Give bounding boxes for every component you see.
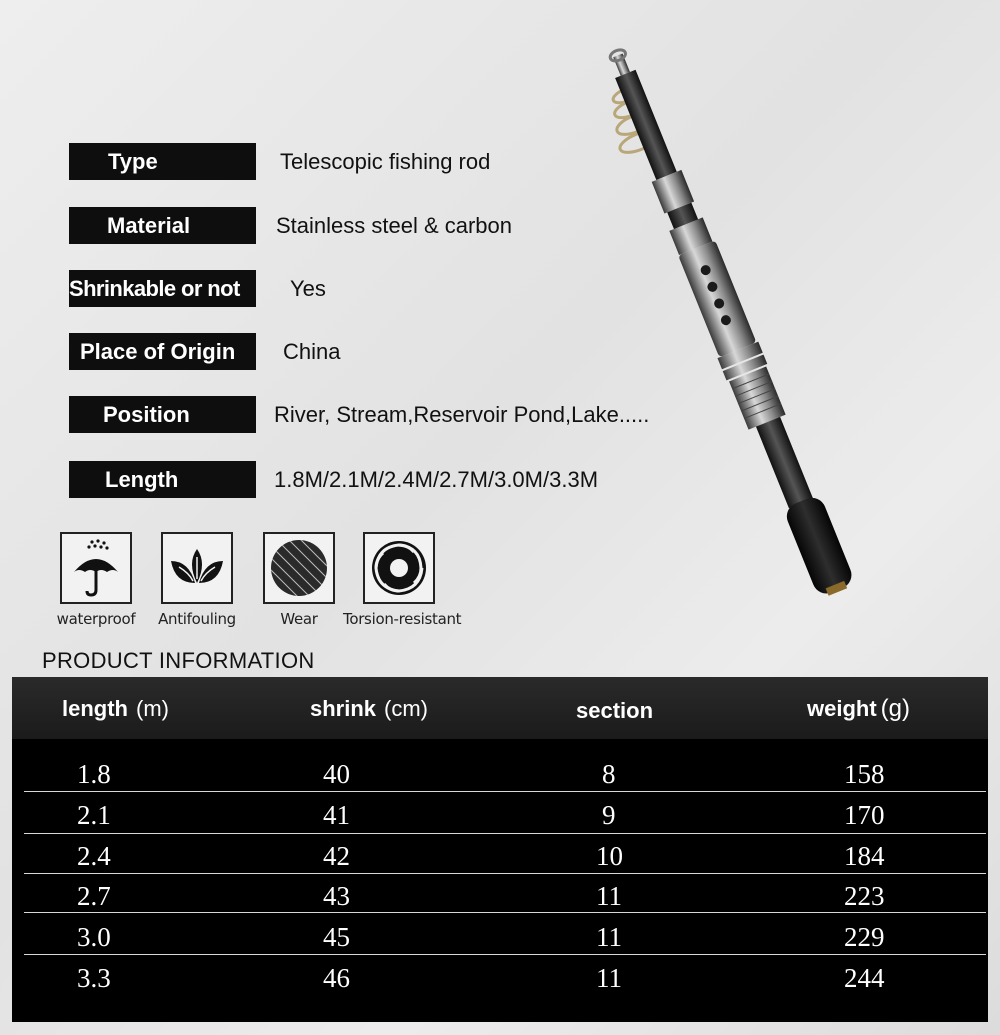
cell-weight: 158: [844, 759, 885, 789]
cell-section: 11: [596, 881, 622, 911]
header-shrink: shrink (cm): [310, 696, 429, 721]
cell-weight: 184: [844, 841, 885, 871]
cell-section: 8: [602, 759, 616, 789]
cell-shrink: 46: [323, 963, 350, 993]
cell-shrink: 43: [323, 881, 350, 911]
fishing-rod-image: [570, 25, 890, 615]
spec-label: Type: [69, 143, 256, 180]
spec-label: Position: [69, 396, 256, 433]
cell-weight: 170: [844, 800, 885, 830]
spec-value: Stainless steel & carbon: [276, 213, 513, 238]
spec-value: Yes: [290, 276, 326, 301]
cell-weight: 244: [844, 963, 885, 993]
cell-section: 9: [602, 800, 616, 830]
table-row: [12, 958, 988, 998]
cell-length: 3.3: [77, 963, 111, 993]
spec-value: 1.8M/2.1M/2.4M/2.7M/3.0M/3.3M: [274, 467, 599, 492]
feature-label: Wear: [280, 610, 318, 628]
cell-shrink: 45: [323, 922, 350, 952]
spec-label: Place of Origin: [69, 333, 256, 370]
umbrella-rain-icon: [60, 532, 132, 604]
feature-waterproof: [55, 532, 137, 628]
feature-label: Torsion-resistant: [343, 610, 462, 628]
spec-label: Length: [69, 461, 256, 498]
cell-shrink: 42: [323, 841, 350, 871]
cell-weight: 223: [844, 881, 885, 911]
leaves-icon: [161, 532, 233, 604]
feature-wear: [262, 532, 336, 628]
table-header: [12, 677, 988, 739]
spec-label: Material: [69, 207, 256, 244]
spec-value: China: [283, 339, 341, 364]
cell-length: 3.0: [77, 922, 111, 952]
spec-value: River, Stream,Reservoir Pond,Lake.....: [274, 402, 650, 427]
header-length: length (m): [62, 696, 169, 721]
cell-section: 11: [596, 963, 622, 993]
feature-label: Antifouling: [158, 610, 236, 628]
cell-shrink: 41: [323, 800, 350, 830]
cell-weight: 229: [844, 922, 885, 952]
cell-shrink: 40: [323, 759, 350, 789]
table-row: [12, 876, 988, 916]
table-row: [12, 917, 988, 957]
row-divider: [24, 833, 986, 834]
row-divider: [24, 954, 986, 955]
cell-section: 11: [596, 922, 622, 952]
cell-section: 10: [596, 841, 623, 871]
row-divider: [24, 791, 986, 792]
cell-length: 2.7: [77, 881, 111, 911]
cell-length: 2.1: [77, 800, 111, 830]
section-title: PRODUCT INFORMATION: [42, 648, 315, 673]
spec-label: Shrinkable or not: [69, 270, 256, 307]
feature-antifouling: [154, 532, 240, 628]
header-weight: weight (g): [807, 695, 911, 722]
textured-circle-icon: [263, 532, 335, 604]
feature-label: waterproof: [56, 610, 136, 628]
row-divider: [24, 873, 986, 874]
cell-length: 2.4: [77, 841, 111, 871]
spec-value: Telescopic fishing rod: [280, 149, 491, 174]
row-divider: [24, 912, 986, 913]
header-section: section: [576, 698, 654, 723]
feature-torsion-resistant: [343, 532, 462, 628]
table-row: [12, 754, 988, 794]
product-table: [12, 677, 988, 1022]
cell-length: 1.8: [77, 759, 111, 789]
spiral-icon: [363, 532, 435, 604]
table-row: [12, 795, 988, 835]
table-row: [12, 836, 988, 876]
